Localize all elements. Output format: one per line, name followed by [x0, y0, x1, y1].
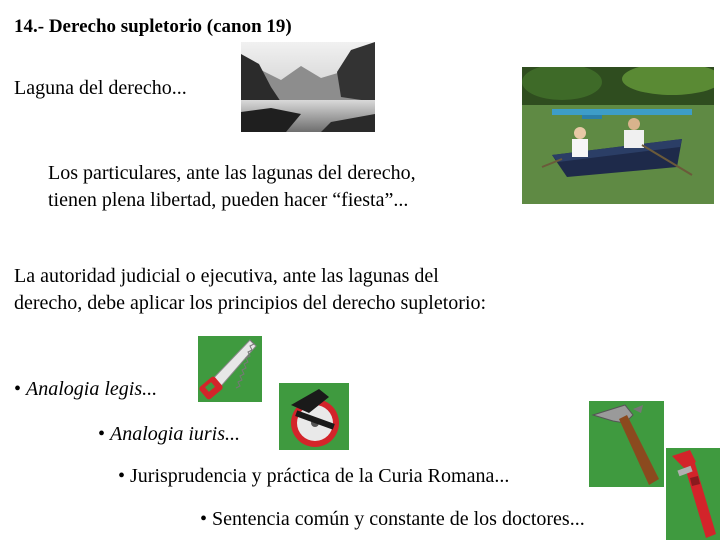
bullet-sentencia	[200, 508, 585, 531]
laguna-text: Laguna del derecho...	[14, 77, 187, 99]
circular-saw-icon	[279, 383, 349, 450]
bullet-text: Analogia iuris...	[110, 423, 241, 445]
saw-icon	[198, 336, 262, 402]
particulares-paragraph	[48, 160, 416, 214]
particulares-line-2: tienen plena libertad, pueden hacer “fiesta”...	[48, 189, 409, 211]
pipe-wrench-icon	[666, 448, 720, 540]
bullet-text: Jurisprudencia y práctica de la Curia Romana...	[130, 465, 510, 487]
autoridad-paragraph	[14, 263, 486, 317]
bullet-analogia-iuris	[98, 423, 240, 446]
autoridad-line-1: La autoridad judicial o ejecutiva, ante las lagunas del	[14, 265, 439, 287]
bullet-text: Analogia legis...	[26, 378, 158, 400]
bullet-marker: •	[14, 378, 22, 400]
hammer-icon	[589, 401, 664, 487]
particulares-line-1: Los particulares, ante las lagunas del derecho,	[48, 162, 416, 184]
bullet-jurisprudencia	[118, 465, 509, 488]
bullet-marker: •	[200, 508, 208, 530]
bullet-marker: •	[118, 465, 126, 487]
rowing-boat-photo	[522, 67, 714, 204]
bullet-marker: •	[98, 423, 106, 445]
slide-title: 14.- Derecho supletorio (canon 19)	[14, 16, 292, 37]
lake-landscape-photo	[241, 42, 375, 132]
autoridad-line-2: derecho, debe aplicar los principios del derecho supletorio:	[14, 292, 487, 314]
bullet-analogia-legis	[14, 378, 157, 401]
bullet-text: Sentencia común y constante de los doctores...	[212, 508, 585, 530]
